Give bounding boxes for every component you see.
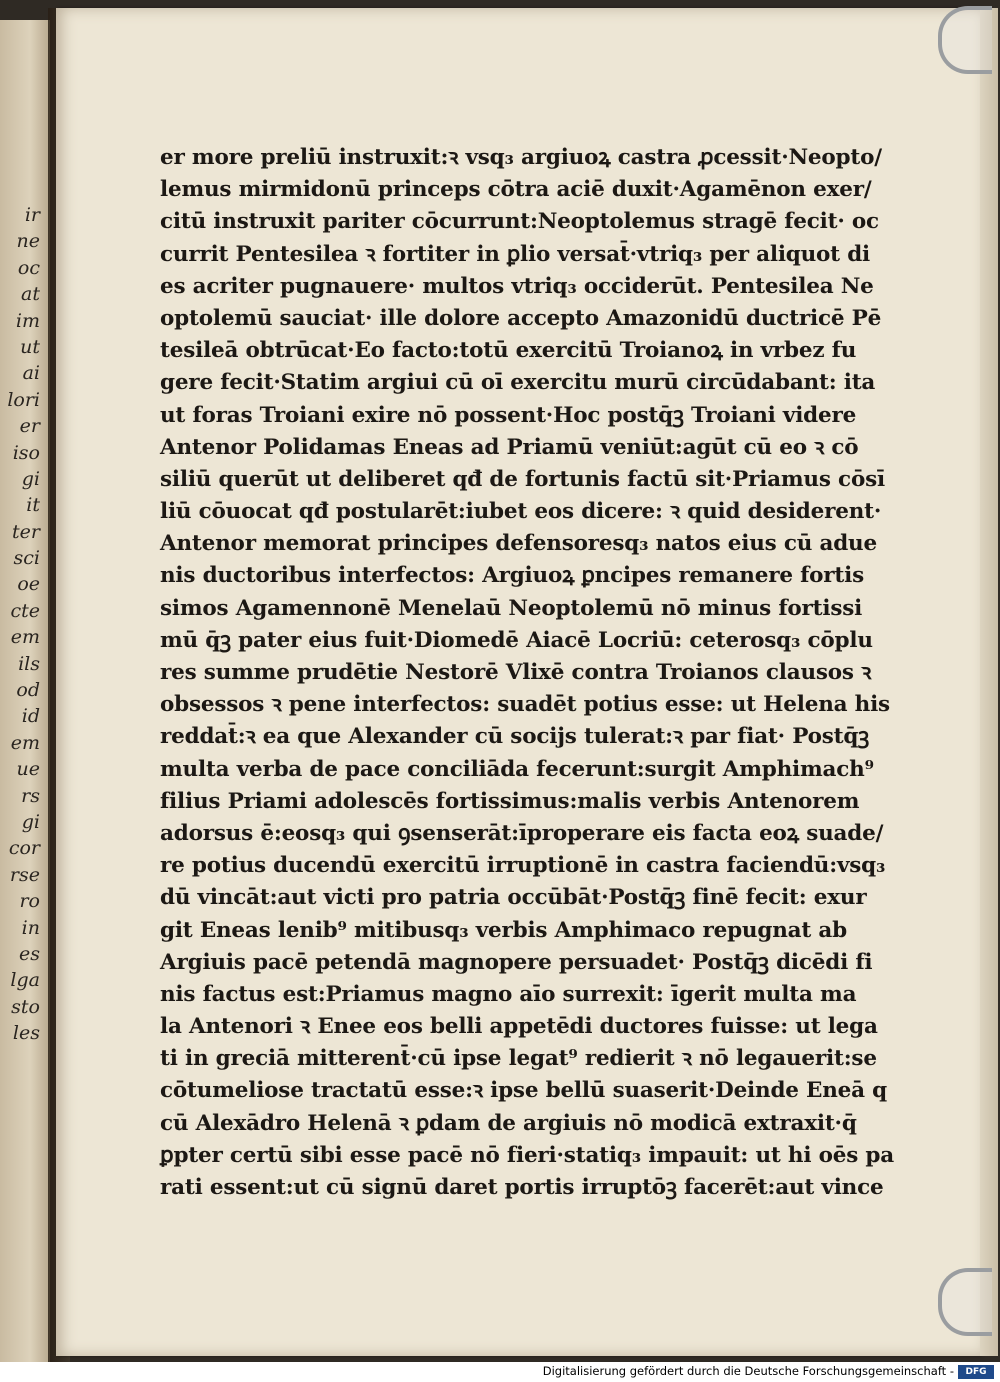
left-margin-fragment: it — [26, 494, 40, 517]
left-margin-fragment: ne — [16, 230, 40, 253]
left-page-edge — [0, 20, 50, 1362]
text-line: Antenor memorat principes defensoresq₃ natos eius cū adue — [160, 531, 877, 557]
text-line: res summe prudētie Nestorē Vlixē contra Troianos clausos ꝛ — [160, 660, 872, 685]
footer-bar — [0, 1362, 1000, 1382]
text-line: siliū querūt ut deliberet qđ de fortunis factū sit·Priamus cōsī — [160, 466, 885, 492]
text-line: filius Priami adolescēs fortissimus:malis verbis Antenorem — [160, 788, 860, 814]
text-line: gere fecit·Statim argiui cū oī exercitu murū circūdabant: ita — [160, 370, 876, 396]
left-margin-fragment: oc — [17, 256, 40, 279]
left-margin-fragment: id — [21, 705, 40, 728]
text-line: cōtumeliose tractatū esse:ꝛ ipse bellū suaserit·Deinde Eneā q — [160, 1078, 887, 1104]
text-line: citū instruxit pariter cōcurrunt:Neoptolemus stragē fecit· oc — [160, 209, 879, 235]
left-margin-fragment: sto — [11, 995, 40, 1018]
left-margin-fragment: oe — [17, 573, 40, 596]
left-margin-fragment: ue — [16, 758, 40, 781]
text-line: ꝑpter certū sibi esse pacē nō fieri·statiq₃ impauit: ut hi oēs pa — [160, 1142, 894, 1168]
left-margin-fragment: od — [16, 679, 40, 702]
text-line: tesileā obtrūcat·Eo facto:totū exercitū Troianoꝝ in vrbez fu — [160, 338, 857, 364]
text-line: dū vincāt:aut victi pro patria occūbāt·Postq̄ꝫ finē fecit: exur — [160, 885, 867, 911]
left-margin-fragment: at — [21, 283, 40, 306]
text-line: optolemū sauciat· ille dolore accepto Amazonidū ductricē Pē — [160, 305, 882, 331]
page-fore-edge — [980, 8, 998, 1356]
text-line: adorsus ē:eosq₃ qui ꝯsenserāt:īproperare eis facta eoꝝ suade/ — [160, 820, 884, 846]
left-margin-fragment: in — [21, 916, 40, 939]
left-margin-fragments — [0, 202, 46, 1047]
left-margin-fragment: ir — [24, 204, 40, 226]
text-line: currit Pentesilea ꝛ fortiter in ꝑlio versat̄·vtriq₃ per aliquot di — [160, 241, 871, 267]
text-line: reddat̄:ꝛ ea que Alexander cū socijs tulerat:ꝛ par fiat· Postq̄ꝫ — [160, 724, 870, 750]
text-line: nis factus est:Priamus magno aīo surrexit: īgerit multa ma — [160, 981, 857, 1007]
left-margin-fragment: im — [15, 309, 40, 332]
text-line: es acriter pugnauere· multos vtriq₃ occiderūt. Pentesilea Ne — [160, 273, 874, 299]
left-margin-fragment: lori — [7, 388, 40, 411]
footer-credit: Digitalisierung gefördert durch die Deutsche Forschungsgemeinschaft - — [542, 1364, 954, 1378]
left-margin-fragment: ter — [12, 520, 40, 543]
left-margin-fragment: sci — [13, 547, 40, 570]
text-line: obsessos ꝛ pene interfectos: suadēt potius esse: ut Helena his — [160, 692, 890, 718]
left-margin-fragment: ai — [22, 362, 40, 385]
left-margin-fragment: em — [10, 731, 40, 754]
left-margin-fragment: ils — [18, 652, 40, 675]
left-margin-fragment: cte — [10, 599, 40, 622]
text-line: nis ductoribus interfectos: Argiuoꝝ ꝑncipes remanere fortis — [160, 563, 865, 589]
text-line: multa verba de pace conciliāda fecerunt:surgit Amphimach⁹ — [160, 756, 874, 782]
left-margin-fragment: rs — [21, 784, 40, 807]
left-margin-fragment: lga — [10, 969, 40, 992]
left-margin-fragment: iso — [12, 441, 40, 464]
bottom-page-clip — [938, 1268, 992, 1336]
text-line: la Antenori ꝛ Enee eos belli appetēdi ductores fuisse: ut lega — [160, 1014, 878, 1040]
left-margin-fragment: es — [19, 942, 40, 965]
left-margin-fragment: rse — [9, 863, 40, 886]
text-line: Antenor Polidamas Eneas ad Priamū veniūt:agūt cū eo ꝛ cō — [160, 434, 859, 460]
text-line: er more preliū instruxit:ꝛ vsq₃ argiuoꝝ castra ꝓcessit·Neopto/ — [160, 145, 882, 170]
text-line: re potius ducendū exercitū irruptionē in castra faciendū:vsq₃ — [160, 853, 886, 879]
text-line: rati essent:ut cū signū daret portis irruptōꝫ facerēt:aut vince — [160, 1175, 884, 1200]
left-margin-fragment: gi — [21, 467, 40, 490]
text-line: cū Alexādro Helenā ꝛ ꝑdam de argiuis nō modicā extraxit·q̄ — [160, 1110, 857, 1136]
text-line: ut foras Troiani exire nō possent·Hoc postq̄ꝫ Troiani videre — [160, 402, 857, 428]
left-margin-fragment: ro — [19, 890, 40, 913]
page-text-block — [160, 142, 894, 1204]
left-margin-fragment: gi — [21, 810, 40, 833]
main-page — [56, 8, 980, 1356]
left-margin-fragment: les — [12, 1022, 40, 1045]
text-line: lemus mirmidonū princeps cōtra aciē duxit·Agamēnon exer/ — [160, 177, 872, 203]
text-line: simos Agamennonē Menelaū Neoptolemū nō minus fortissi — [160, 595, 863, 621]
left-margin-fragment: ut — [20, 335, 40, 358]
text-line: mū q̄ꝫ pater eius fuit·Diomedē Aiacē Locriū: ceterosq₃ cōplu — [160, 627, 873, 653]
left-margin-fragment: er — [19, 415, 40, 438]
text-line: git Eneas lenib⁹ mitibusq₃ verbis Amphimaco repugnat ab — [160, 917, 847, 943]
text-line: Argiuis pacē petendā magnopere persuadet· Postq̄ꝫ dicēdi fi — [160, 949, 873, 975]
dfg-logo: DFG — [958, 1365, 994, 1379]
left-margin-fragment: cor — [8, 837, 40, 860]
top-page-clip — [938, 6, 992, 74]
left-margin-fragment: em — [10, 626, 40, 649]
text-line: liū cōuocat qđ postularēt:iubet eos dicere: ꝛ quid desiderent· — [160, 499, 882, 525]
text-line: ti in greciā mitterent̄·cū ipse legat⁹ redierit ꝛ nō legauerit:se — [160, 1046, 877, 1072]
